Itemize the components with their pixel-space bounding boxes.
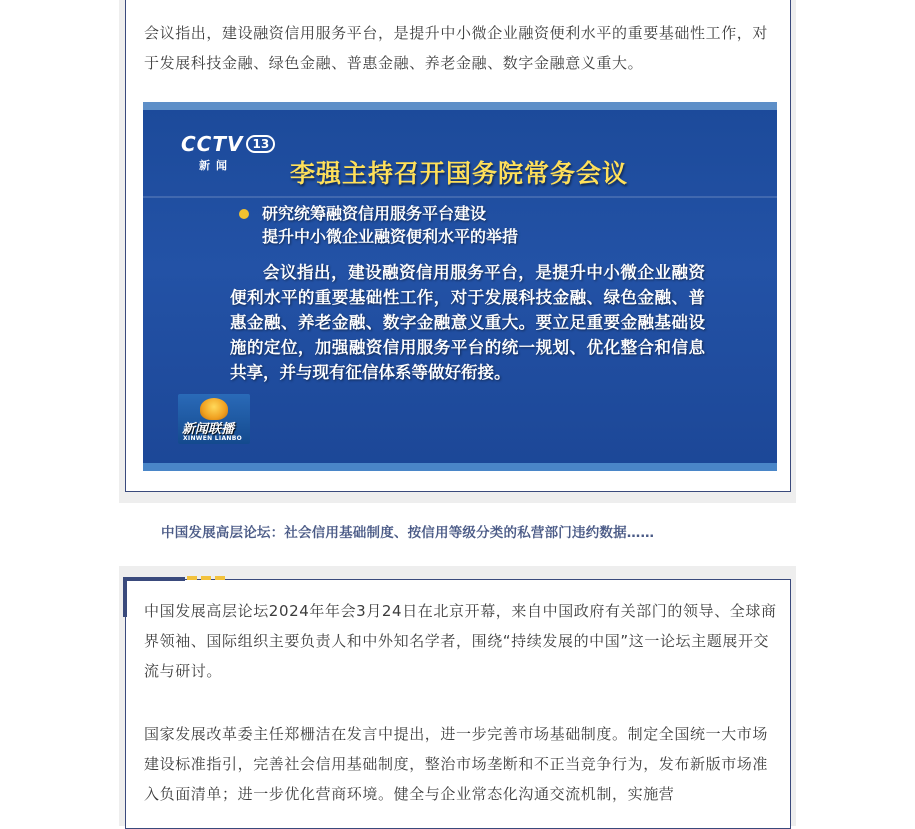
video-bullet (262, 202, 518, 248)
dash-decoration (215, 576, 225, 580)
article-card-top (125, 0, 791, 492)
channel-number: 13 (246, 135, 275, 153)
bullet-dot-icon (239, 209, 249, 219)
globe-icon (200, 398, 228, 420)
cctv13-logo (181, 132, 275, 173)
dash-decoration (187, 576, 197, 580)
title-divider (143, 196, 777, 198)
article-paragraph: 中国发展高层论坛2024年年会3月24日在北京开幕，来自中国政府有关部门的领导、全球商界领袖、国际组织主要负责人和中外知名学者，围绕“持续发展的中国”这一论坛主题展开交流与研讨。 (144, 602, 777, 680)
video-headline: 李强主持召开国务院常务会议 (290, 159, 629, 188)
bullet-line-2: 提升中小微企业融资便利水平的举措 (262, 227, 519, 246)
news-video-frame[interactable] (143, 102, 777, 471)
bullet-line-1: 研究统筹融资信用服务平台建设 (262, 204, 487, 223)
xinwen-lianbo-logo (178, 394, 250, 444)
related-article-link[interactable]: 中国发展高层论坛：社会信用基础制度、按信用等级分类的私营部门违约数据…… (161, 525, 655, 541)
article-paragraph: 会议指出，建设融资信用服务平台，是提升中小微企业融资便利水平的重要基础性工作，对于发展科技金融、绿色金融、普惠金融、养老金融、数字金融意义重大。 (144, 24, 769, 72)
article-paragraph: 国家发展改革委主任郑栅洁在发言中提出，进一步完善市场基础制度。制定全国统一大市场建设标准指引，完善社会信用基础制度，整治市场垄断和不正当竞争行为，发布新版市场准入负面清单；进一步优化营商环境。健全与企业常态化沟通交流机制，实施营 (144, 725, 769, 803)
channel-logo-text: CCTV (181, 132, 244, 156)
video-bottom-bar (143, 463, 777, 471)
program-logo-cn: 新闻联播 (182, 422, 235, 437)
article-card-bottom (125, 579, 791, 829)
corner-accent-top (123, 577, 185, 581)
dash-decoration (201, 576, 211, 580)
video-body-text: 会议指出，建设融资信用服务平台，是提升中小微企业融资便利水平的重要基础性工作，对于发展科技金融、绿色金融、普惠金融、养老金融、数字金融意义重大。要立足重要金融基础设施的定位，加强融资信用服务平台的统一规划、优化整合和信息共享，并与现有征信体系等做好衔接。 (230, 263, 705, 382)
channel-sub: 新闻 (199, 159, 233, 172)
video-top-bar (143, 102, 777, 110)
corner-accent-left (123, 577, 127, 617)
program-logo-en: XINWEN LIANBO (183, 435, 243, 442)
